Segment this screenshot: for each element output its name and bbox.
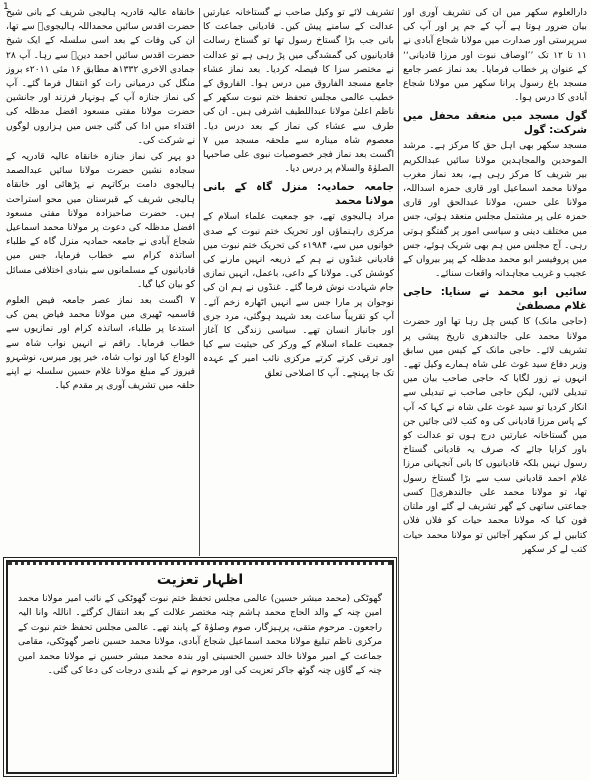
paragraph: دارالعلوم سکھر میں ان کی تشریف آوری اور بیان ضرور ہوتا ہے آپ کے جم پر اور آپ کی سرپرستی اور صدارت میں مولانا شجاع آبادی نے ۱۱ تا ۱۲ تک ’’اوصاف نبوت اور مرزا قادیانی‘‘ کے عنوان پر خطاب فرمایا۔ بعد نماز عصر جامع مسجد باغ رسول پرانا سکھر میں مولانا شجاع آبادی کا درس ہوا۔ [403, 7, 587, 104]
paragraph: دو پہر کی نماز جنازہ خانقاہ عالیہ قادریہ کے سجادہ نشین حضرت مولانا سائیں عبدالصمد ہالیجوی دامت برکاتہم نے پڑھائی اور خانقاہ ہالیجی شریف کے قبرستان میں محو استراحت ہیں۔ حضرت صاحبزادہ مولانا مفتی مسعود افضل مدظلہ کی دعوت پر مولانا محمد اسماعیل شجاع آبادی نے جامعہ حمادیہ منزل گاہ کے طلباء اساتذہ کرام سے خطاب فرمایا، جس میں قادیانیوں کے مسلمانوں سے بنیادی اختلافی مسائل کو بیان کیا گیا۔ [6, 151, 195, 290]
middle-column [203, 6, 394, 561]
section-heading: سائیں ابو محمد نے سنایا: حاجی غلام مصطفیٰ [403, 286, 587, 313]
paragraph: ۷ اگست بعد نماز عصر جامعہ فیض العلوم قاسمیہ ٹھیری میں مولانا محمد فیاض یمن کی استدعا پر طلباء، اساتذہ کرام اور نمازیوں سے خطاب فرمایا۔ راقم نے انہیں نواب شاہ سے الوداع کیا اور نواب شاہ، خیر پور میرس، نوشہرو فیروز کے مبلغ مولانا غلام حسین سلسلہ نے اپنے حلقہ میں تشریف آوری پر مقدم کیا۔ [6, 295, 195, 392]
section-heading: جامعہ حمادیہ: منزل گاہ کے بانی مولانا محمد [203, 181, 394, 208]
column-divider [199, 8, 200, 556]
condolence-body: گھوٹکی (محمد مبشر حسین) عالمی مجلس تحفظ ختم نبوت گھوٹکی کے نائب امیر مولانا محمد امین چنہ کے والد الحاج محمد ہاشم چنہ مختصر علالت کے بعد انتقال کرگئے۔ اناللہ وانا الیہ راجعون۔ مرحوم متقی، پرہیزگار، صوم وصلوٰۃ کے پابند تھے۔ عالمی مجلس تحفظ ختم نبوت کے مرکزی ناظم تبلیغ مولانا محمد اسماعیل شجاع آبادی، مولانا محمد حسین ناصر گھوٹکی، مقامی جماعت کے امیر مولانا خالد حسین الحسینی اور بندہ محمد مبشر حسین نے مولانا محمد امین چنہ کے گاؤں چنہ گوٹھ جاکر تعزیت کی اور مرحوم نے کے بلندی درجات کی دعا کی گئی۔ [18, 593, 382, 677]
right-column [403, 6, 587, 774]
section-heading: گول مسجد میں منعقد محفل میں شرکت: گول [403, 110, 587, 137]
paragraph: خانقاہ عالیہ قادریہ ہالیجی شریف کے بانی شیخ حضرت اقدس سائیں محمداللہ ہالیجویؒ سے تھا، ان کی وفات کے بعد اسی سلسلہ کے ایک شیخ حضرت اقدس سائیں احمد دینؒ سے رہا۔ آپ ۲۸ جمادی الاخری ۱۳۳۲ھ مطابق ۱۶ مئی ۲۰۱۱ء بروز منگل کی درمیانی رات کو انتقال فرما گئے۔ آپ کی نماز جنازہ آپ کے ہونہار فرزند اور جانشین حضرت مولانا مفتی مسعود افضل مدظلہ کی اقتداء میں ادا کی گئی جس میں ہزاروں لوگوں نے شرکت کی۔ [6, 7, 195, 146]
page-number: 1 [3, 2, 9, 12]
condolence-notice-box [6, 560, 394, 774]
paragraph: مراد ہالیجوی تھے، جو جمعیت علماء اسلام کے مرکزی راہنماؤں اور تحریک ختم نبوت کے صدی خوانوں میں سے، ۱۹۸۴ء کی تحریک ختم نبوت میں قادیانی غنڈوں نے ہم کے ذریعہ انہیں مارنے کی کوشش کی۔ مولانا کے داعی، باعمل، انہیں نمازی جام شہادت نوش فرما گئے۔ غنڈوں نے ہم ان کی نوجوان پر مارا جس سے انہیں اٹھارہ زخم آئے۔ آپ کو تقریباً ساعت بعد شہید ہوگئی، مرد جری اور جانباز انسان تھے۔ سیاسی زندگی کا آغاز جمعیت علماء اسلام کے ورکر کی حیثیت سے کیا اور ترقی کرتے کرتے مرکزی نائب امیر کے عہدہ تک جا پہنچے۔ آپ کا اصلاحی تعلق [203, 211, 394, 379]
left-column [6, 6, 195, 561]
paragraph: مسجد سکھر بھی اہل حق کا مرکز ہے۔ مرشد الموحدین والمجاہدین مولانا سائیں عبدالکریم بیر شریف کا مرکز رہی ہے، بعد نماز مغرب مولانا محمد اسماعیل اور قاری حمزہ اسداللہ، مولانا علی حسن، مولانا عبدالحق اور قاری حمزہ علی پر مشتمل مجلس منعقد ہوئی، جس میں مختلف دینی و سیاسی امور پر گفتگو ہوتی رہی۔ آج مجلس میں ہم بھی شریک ہوئے، جس میں پروفیسر ابو محمد مدظلہ کے پیر بیرواں کے عجیب و غریب مجاہدانہ واقعات سنائے۔ [403, 140, 587, 280]
condolence-title: اظہار تعزیت [156, 572, 244, 588]
paragraph: تشریف لائے تو وکیل صاحب نے گستاخانہ عبارتیں عدالت کے سامنے پیش کیں۔ قادیانی جماعت کا بانی جب بڑا گستاخ رسول تھا تو گستاخ رسالت قادیانیوں کی گمشدگی میں پڑ رہی ہے تو عدالت نے مختصر سزا کا فیصلہ کردیا۔ بعد نماز عشاء جامع مسجد الفاروق میں درس ہوا۔ الفاروق کے خطیب عالمی مجلس تحفظ ختم نبوت سکھر کے ناظم اعلیٰ مولانا عبداللطیف اشرفی ہیں۔ ان کی طرف سے عشاء کی نماز کے بعد درس دیا۔ معصوم شاہ مینارہ سے ملحقہ مسجد میں ۷ اگست بعد نماز فجر خصوصیات نبوی علی صاحبہا الصلوٰۃ والسلام پر درس دیا۔ [203, 7, 394, 175]
column-divider [398, 8, 399, 774]
paragraph: (حاجی مانک) کا کیس چل رہا تھا اور حضرت مولانا محمد علی جالندھری تاریخ پیشی پر تشریف لائے۔ حاجی مانک کے کیس میں سابق وزیر دفاع سید غوث علی شاہ ہمارے وکیل تھے۔ انہوں نے زور لگایا کہ حاجی صاحب بیان میں تبدیلی لائیں، لیکن حاجی صاحب نے تبدیلی سے انکار کردیا تو سید غوث علی شاہ نے کہا کہ آپ کے پاس مرزا قادیانی کی وہ کتب لائی جائیں جن میں گستاخانہ عبارتیں درج ہوں تو عدالت کو باور کرایا جائے کہ صرف یہ قادیانی گستاخ رسول نہیں بلکہ قادیانیوں کا بانی آنجہانی مرزا غلام احمد قادیانی سب سے بڑا گستاخ رسول تھا، تو مولانا محمد علی جالندھریؒ کسی جماعتی ساتھی کے گھر تشریف لے گئے اور ملتان فون کیا کہ مولانا محمد حیات کو فلاں فلاں کتابیں لے کر سکھر آجائیں تو مولانا محمد حیات کتب لے کر سکھر [403, 316, 587, 555]
decorative-border [8, 562, 392, 565]
